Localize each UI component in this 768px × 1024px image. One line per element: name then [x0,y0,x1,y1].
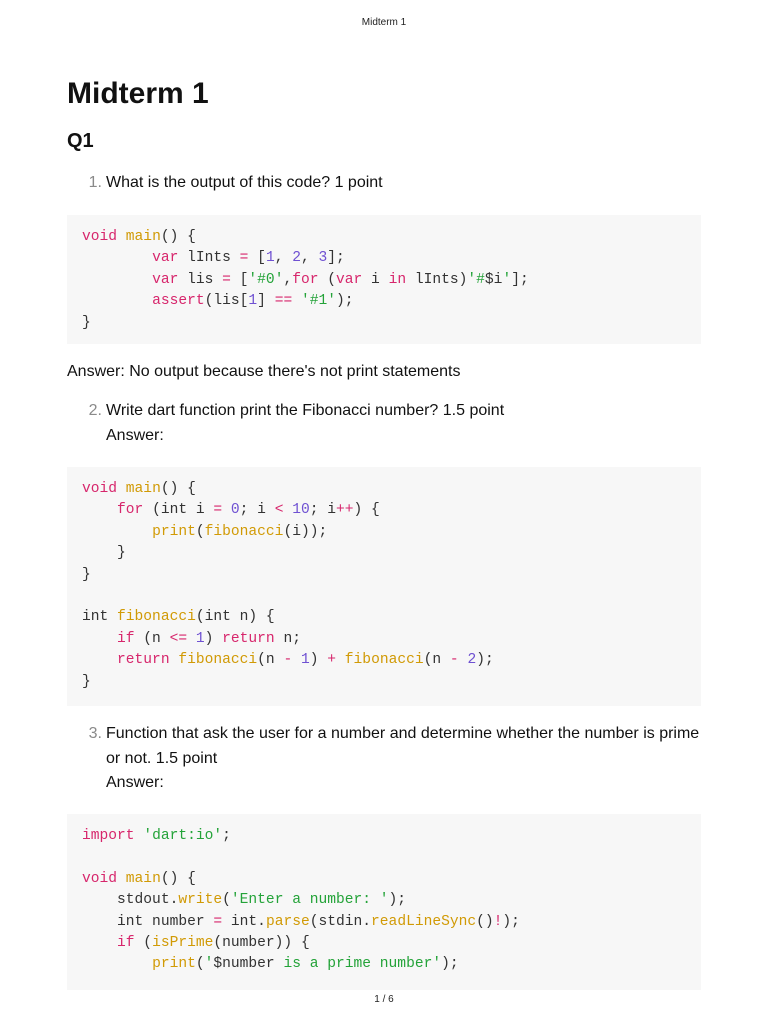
code-block-2 [67,467,701,706]
code-line: var lInts = [1, 2, 3]; [152,250,345,267]
question-1-number: 1. [88,174,102,191]
code-block-2-content [82,479,686,693]
question-2 [86,399,706,448]
answer-1-text: Answer: No output because there's not print statements [67,363,461,380]
question-1 [86,171,706,196]
code-block-3-content [82,826,686,976]
question-2-number: 2. [88,402,102,419]
question-3-number: 3. [88,725,102,742]
code-line: } [82,566,91,583]
code-line: import 'dart:io'; [82,828,231,844]
code-line: if (isPrime(number)) { [117,935,310,952]
section-heading-q1: Q1 [67,130,94,152]
code-line: void main() { [82,481,196,497]
code-line: for (int i = 0; i < 10; i++) { [117,502,380,519]
code-line: void main() { [82,870,196,887]
question-3-answer-label: Answer: [106,774,164,791]
code-line: assert(lis[1] == '#1'); [152,293,354,310]
question-1-text: What is the output of this code? 1 point [106,174,383,191]
code-line: } [82,673,91,690]
code-line: var lis = ['#0',for (var i in lInts)'#$i']; [152,271,529,288]
code-block-3 [67,814,701,990]
code-line: int number = int.parse(stdin.readLineSync()!); [82,913,520,930]
question-2-text: Write dart function print the Fibonacci number? 1.5 point [106,402,505,419]
question-2-answer-label: Answer: [106,426,164,444]
code-line: int fibonacci(int n) { [82,609,275,626]
code-block-1-content [82,227,686,334]
code-line: print('$number is a prime number'); [152,956,459,973]
code-line: if (n <= 1) return n; [117,630,301,647]
page-header-title: Midterm 1 [361,17,407,28]
code-line: void main() { [82,229,196,245]
code-line: stdout.write('Enter a number: '); [82,892,407,909]
code-line: } [82,545,126,562]
document-title: Midterm 1 [67,77,209,110]
code-line: } [82,314,91,331]
code-line: return fibonacci(n - 1) + fibonacci(n - 2); [117,652,494,669]
page-number: 1 / 6 [374,994,394,1005]
code-block-1 [67,215,701,344]
question-3 [86,722,706,796]
code-line: print(fibonacci(i)); [152,523,328,540]
question-3-text: Function that ask the user for a number and determine whether the number is prime or not. 1.5 point [106,725,700,767]
